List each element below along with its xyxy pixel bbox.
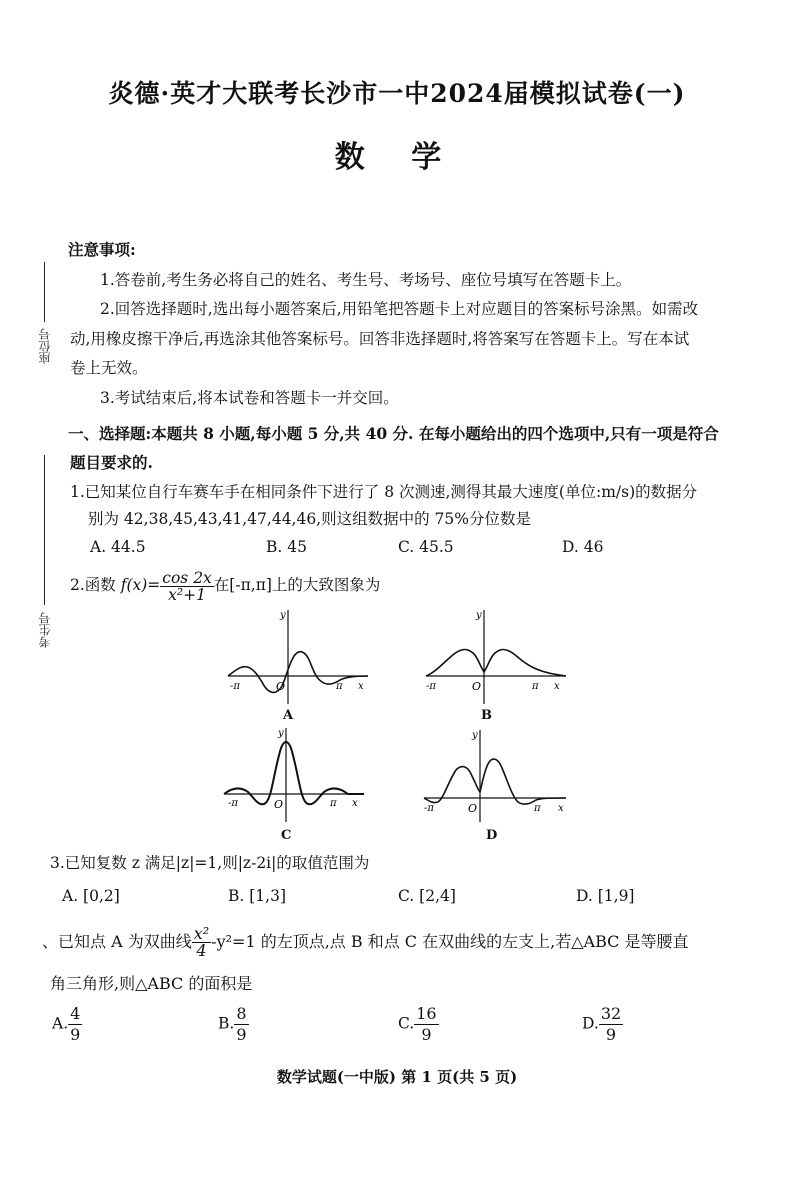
q4-fraction	[192, 926, 211, 959]
q4-option-d-den: 9	[605, 1025, 617, 1044]
q2-graph-b	[420, 606, 570, 708]
q4-option-a-den: 9	[70, 1025, 81, 1044]
q2-graph-d-label: D	[486, 828, 498, 843]
x-label: x	[554, 681, 560, 692]
y-label: y	[476, 610, 482, 621]
q2-graph-c-label: C	[281, 828, 292, 843]
q4-option-b-label: B.	[218, 1014, 235, 1033]
q4-option-c-frac	[414, 1004, 438, 1045]
q4-option-c-num: 16	[416, 1004, 437, 1023]
q2-statement	[70, 566, 380, 604]
q1-option-c: C. 45.5	[398, 538, 454, 556]
q2-denominator: x²+1	[168, 585, 206, 604]
x-label: x	[358, 681, 364, 692]
q4-frac-den: 4	[196, 941, 207, 960]
q2-graph-d	[418, 726, 570, 826]
notice-item-2-line3: 卷上无效。	[70, 359, 148, 377]
exam-no-line	[44, 455, 45, 605]
q4-option-b-den: 9	[236, 1025, 247, 1044]
q4-option-c	[398, 1004, 439, 1045]
q2-fraction	[160, 570, 214, 603]
notice-heading: 注意事项:	[68, 240, 136, 259]
q3-option-c: C. [2,4]	[398, 887, 456, 905]
notice-item-2-line2: 动,用橡皮擦干净后,再选涂其他答案标号。回答非选择题时,将答案写在答题卡上。写在本试	[70, 330, 690, 348]
section1-line1: 一、选择题:本题共 8 小题,每小题 5 分,共 40 分. 在每小题给出的四个选项中,只有一项是符合	[68, 424, 719, 443]
exam-title: 炎德·英才大联考长沙市一中2024届模拟试卷(一)	[108, 79, 686, 108]
q2-graph-c	[218, 726, 368, 826]
page-footer: 数学试题(一中版) 第 1 页(共 5 页)	[276, 1068, 518, 1086]
neg-pi-label: -π	[230, 681, 240, 692]
pi-label: π	[330, 798, 337, 809]
q1-option-d: D. 46	[562, 538, 604, 556]
q4-option-a-label: A.	[52, 1014, 69, 1033]
q2-graph-a	[222, 606, 372, 708]
q2-prefix: 2.函数	[70, 576, 116, 594]
curve	[228, 652, 368, 693]
exam-no-label: 考生号	[38, 612, 52, 648]
q1-line1: 1.已知某位自行车赛车手在相同条件下进行了 8 次测速,测得其最大速度(单位:m/s)的数据分	[70, 483, 698, 501]
q4-part1: 、已知点 A 为双曲线	[42, 932, 192, 951]
q4-line1	[42, 924, 688, 960]
q3-option-d: D. [1,9]	[576, 887, 635, 905]
q4-option-d-frac	[599, 1004, 623, 1045]
q4-option-d	[582, 1004, 623, 1045]
seat-line	[44, 262, 45, 322]
origin-label: O	[472, 680, 482, 693]
q1-line2: 别为 42,38,45,43,41,47,44,46,则这组数据中的 75%分位数是	[88, 510, 532, 528]
q4-option-a-frac	[68, 1004, 82, 1045]
q4-option-d-num: 32	[600, 1004, 622, 1023]
notice-item-3: 3.考试结束后,将本试卷和答题卡一并交回。	[100, 389, 399, 407]
neg-pi-label: -π	[228, 798, 238, 809]
neg-pi-label: -π	[424, 803, 434, 814]
q4-option-d-label: D.	[582, 1014, 599, 1033]
q1-option-a: A. 44.5	[90, 538, 146, 556]
pi-label: π	[532, 681, 539, 692]
subject-title: 数 学	[334, 140, 460, 175]
origin-label: O	[468, 802, 478, 815]
notice-item-2-line1: 2.回答选择题时,选出每小题答案后,用铅笔把答题卡上对应题目的答案标号涂黑。如需改	[100, 300, 699, 318]
q1-option-b: B. 45	[266, 538, 307, 556]
q4-line2: 角三角形,则△ABC 的面积是	[50, 974, 253, 993]
curve	[426, 650, 566, 677]
q2-graph-a-label: A	[283, 708, 294, 723]
q4-option-a-num: 4	[70, 1004, 81, 1023]
q4-option-b-frac	[234, 1004, 248, 1045]
q4-option-a	[52, 1004, 82, 1045]
q2-func: f(x)=	[120, 576, 161, 594]
notice-item-1: 1.答卷前,考生务必将自己的姓名、考生号、考场号、座位号填写在答题卡上。	[100, 271, 632, 289]
q4-option-b-num: 8	[236, 1004, 247, 1023]
origin-label: O	[274, 798, 284, 811]
q4-option-c-label: C.	[398, 1014, 415, 1033]
x-label: x	[558, 803, 564, 814]
pi-label: π	[336, 681, 343, 692]
q4-part2: -y²=1 的左顶点,点 B 和点 C 在双曲线的左支上,若△ABC 是等腰直	[211, 932, 689, 951]
section1-line2: 题目要求的.	[70, 453, 153, 472]
x-label: x	[352, 798, 358, 809]
neg-pi-label: -π	[426, 681, 436, 692]
y-label: y	[472, 730, 478, 741]
q4-option-c-den: 9	[421, 1025, 432, 1044]
y-label: y	[278, 728, 284, 739]
curve	[224, 742, 364, 804]
q3-text: 3.已知复数 z 满足|z|=1,则|z-2i|的取值范围为	[50, 854, 370, 872]
q2-numerator: cos 2x	[162, 568, 212, 587]
seat-label: 座位号	[38, 328, 52, 364]
q4-option-b	[218, 1004, 249, 1045]
q2-graph-b-label: B	[481, 708, 492, 723]
y-label: y	[280, 610, 286, 621]
pi-label: π	[534, 803, 541, 814]
origin-label: O	[276, 680, 286, 693]
q4-frac-num: x²	[193, 924, 210, 943]
q3-option-b: B. [1,3]	[228, 887, 286, 905]
q2-suffix: 在[-π,π]上的大致图象为	[213, 576, 381, 594]
q3-option-a: A. [0,2]	[62, 887, 120, 905]
